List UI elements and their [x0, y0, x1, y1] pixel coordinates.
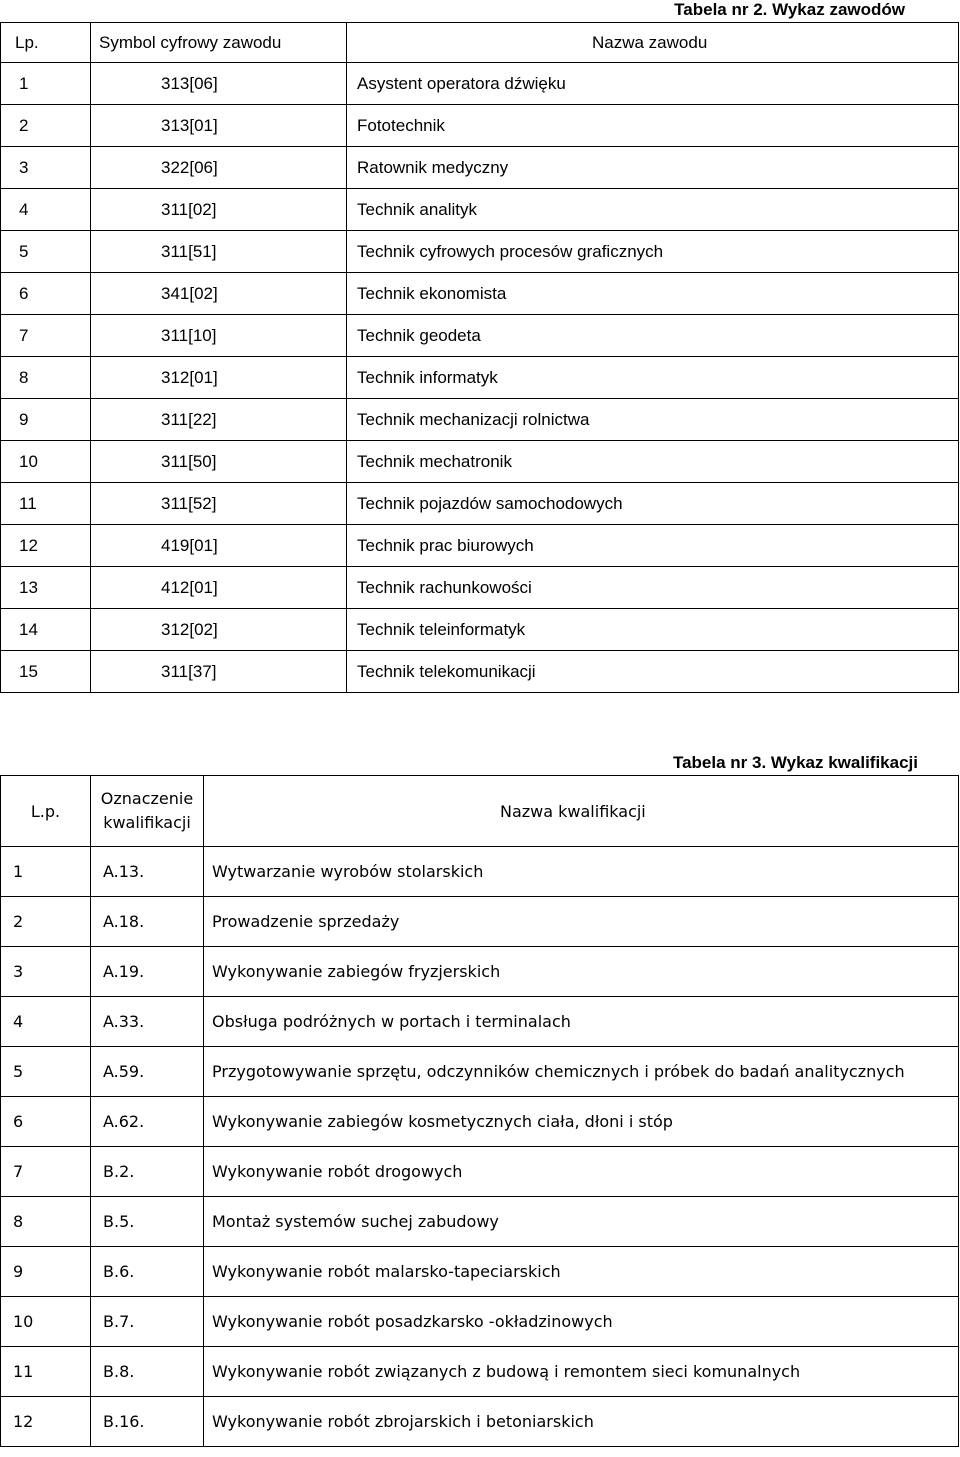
cell-symbol: 419[01]	[91, 525, 347, 567]
cell-code: B.16.	[91, 1397, 204, 1447]
table-row	[1, 997, 959, 1047]
column-header-name: Nazwa kwalifikacji	[204, 776, 959, 847]
table-row	[1, 1297, 959, 1347]
cell-lp: 14	[1, 609, 91, 651]
cell-lp: 1	[1, 847, 91, 897]
table-row	[1, 231, 959, 273]
cell-lp: 15	[1, 651, 91, 693]
cell-lp: 1	[1, 63, 91, 105]
cell-symbol: 311[52]	[91, 483, 347, 525]
cell-lp: 7	[1, 1147, 91, 1197]
table-row	[1, 483, 959, 525]
cell-symbol: 341[02]	[91, 273, 347, 315]
cell-code: A.33.	[91, 997, 204, 1047]
table-row	[1, 1147, 959, 1197]
cell-name: Technik prac biurowych	[347, 525, 959, 567]
cell-lp: 13	[1, 567, 91, 609]
cell-lp: 5	[1, 1047, 91, 1097]
table-row	[1, 1047, 959, 1097]
cell-code: B.6.	[91, 1247, 204, 1297]
table-header-row	[1, 23, 959, 63]
cell-name: Asystent operatora dźwięku	[347, 63, 959, 105]
cell-name: Technik mechatronik	[347, 441, 959, 483]
cell-symbol: 312[01]	[91, 357, 347, 399]
column-header-name: Nazwa zawodu	[347, 23, 959, 63]
cell-lp: 5	[1, 231, 91, 273]
cell-name: Technik cyfrowych procesów graficznych	[347, 231, 959, 273]
cell-lp: 4	[1, 997, 91, 1047]
table-row	[1, 399, 959, 441]
column-header-code: Oznaczenie kwalifikacji	[91, 776, 204, 847]
table-row	[1, 1397, 959, 1447]
cell-name: Technik analityk	[347, 189, 959, 231]
column-header-lp: Lp.	[1, 23, 91, 63]
occupations-table	[0, 22, 959, 693]
cell-lp: 7	[1, 315, 91, 357]
cell-name: Technik teleinformatyk	[347, 609, 959, 651]
cell-name: Prowadzenie sprzedaży	[204, 897, 959, 947]
table-row	[1, 525, 959, 567]
cell-name: Wykonywanie zabiegów kosmetycznych ciała, dłoni i stóp	[204, 1097, 959, 1147]
table-row	[1, 315, 959, 357]
table-row	[1, 273, 959, 315]
table-row	[1, 609, 959, 651]
cell-name: Wykonywanie robót malarsko-tapeciarskich	[204, 1247, 959, 1297]
cell-symbol: 311[51]	[91, 231, 347, 273]
table-row	[1, 897, 959, 947]
table-3-caption: Tabela nr 3. Wykaz kwalifikacji	[672, 753, 918, 772]
cell-name: Wykonywanie robót posadzkarsko -okładzinowych	[204, 1297, 959, 1347]
cell-name: Wykonywanie robót związanych z budową i remontem sieci komunalnych	[204, 1347, 959, 1397]
qualifications-table	[0, 775, 959, 1447]
cell-lp: 9	[1, 1247, 91, 1297]
cell-name: Obsługa podróżnych w portach i terminalach	[204, 997, 959, 1047]
cell-lp: 11	[1, 1347, 91, 1397]
column-header-symbol: Symbol cyfrowy zawodu	[91, 23, 347, 63]
cell-lp: 8	[1, 1197, 91, 1247]
cell-symbol: 312[02]	[91, 609, 347, 651]
cell-lp: 10	[1, 1297, 91, 1347]
table-row	[1, 105, 959, 147]
cell-name: Technik pojazdów samochodowych	[347, 483, 959, 525]
cell-symbol: 313[06]	[91, 63, 347, 105]
cell-symbol: 313[01]	[91, 105, 347, 147]
table-row	[1, 147, 959, 189]
table-row	[1, 651, 959, 693]
cell-lp: 8	[1, 357, 91, 399]
cell-code: A.18.	[91, 897, 204, 947]
cell-lp: 6	[1, 1097, 91, 1147]
table-row	[1, 1197, 959, 1247]
cell-lp: 9	[1, 399, 91, 441]
cell-name: Przygotowywanie sprzętu, odczynników chemicznych i próbek do badań analitycznych	[204, 1047, 959, 1097]
cell-name: Wykonywanie robót zbrojarskich i betoniarskich	[204, 1397, 959, 1447]
cell-name: Wykonywanie robót drogowych	[204, 1147, 959, 1197]
cell-name: Fototechnik	[347, 105, 959, 147]
cell-symbol: 311[37]	[91, 651, 347, 693]
cell-name: Montaż systemów suchej zabudowy	[204, 1197, 959, 1247]
cell-name: Ratownik medyczny	[347, 147, 959, 189]
table-row	[1, 441, 959, 483]
table-2-caption: Tabela nr 2. Wykaz zawodów	[674, 0, 905, 19]
cell-symbol: 311[22]	[91, 399, 347, 441]
cell-symbol: 311[10]	[91, 315, 347, 357]
cell-name: Technik telekomunikacji	[347, 651, 959, 693]
cell-lp: 4	[1, 189, 91, 231]
cell-name: Technik informatyk	[347, 357, 959, 399]
table-row	[1, 567, 959, 609]
table-row	[1, 947, 959, 997]
cell-lp: 10	[1, 441, 91, 483]
table-row	[1, 189, 959, 231]
table-row	[1, 63, 959, 105]
cell-symbol: 412[01]	[91, 567, 347, 609]
table-row	[1, 1247, 959, 1297]
table-row	[1, 1097, 959, 1147]
cell-code: B.2.	[91, 1147, 204, 1197]
cell-code: A.13.	[91, 847, 204, 897]
cell-lp: 2	[1, 105, 91, 147]
table-header-row	[1, 776, 959, 847]
cell-symbol: 311[02]	[91, 189, 347, 231]
cell-lp: 12	[1, 525, 91, 567]
cell-lp: 3	[1, 947, 91, 997]
cell-code: A.19.	[91, 947, 204, 997]
cell-symbol: 311[50]	[91, 441, 347, 483]
table-row	[1, 1347, 959, 1397]
cell-name: Technik rachunkowości	[347, 567, 959, 609]
cell-name: Technik ekonomista	[347, 273, 959, 315]
table-row	[1, 847, 959, 897]
cell-lp: 3	[1, 147, 91, 189]
cell-code: A.62.	[91, 1097, 204, 1147]
column-header-lp: L.p.	[1, 776, 91, 847]
cell-symbol: 322[06]	[91, 147, 347, 189]
cell-lp: 11	[1, 483, 91, 525]
cell-name: Wytwarzanie wyrobów stolarskich	[204, 847, 959, 897]
cell-name: Technik mechanizacji rolnictwa	[347, 399, 959, 441]
cell-code: A.59.	[91, 1047, 204, 1097]
cell-lp: 2	[1, 897, 91, 947]
cell-lp: 12	[1, 1397, 91, 1447]
cell-name: Wykonywanie zabiegów fryzjerskich	[204, 947, 959, 997]
cell-code: B.7.	[91, 1297, 204, 1347]
cell-name: Technik geodeta	[347, 315, 959, 357]
cell-code: B.8.	[91, 1347, 204, 1397]
cell-code: B.5.	[91, 1197, 204, 1247]
table-row	[1, 357, 959, 399]
cell-lp: 6	[1, 273, 91, 315]
